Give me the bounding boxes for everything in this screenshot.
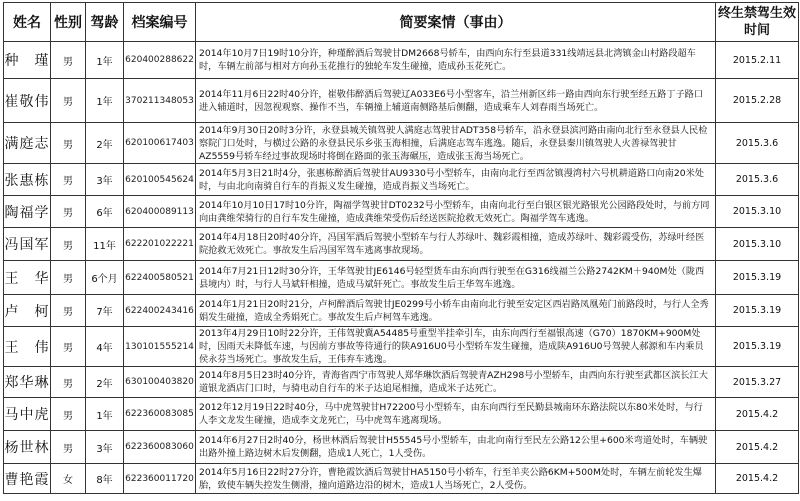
- driver-name: 王 华: [4, 261, 51, 295]
- gender-cell: 男: [51, 228, 86, 261]
- driving-age-cell: 3年: [86, 431, 124, 464]
- file-no-cell: 622400580521: [124, 261, 196, 295]
- gender-cell: 男: [51, 164, 86, 196]
- case-description: 2014年1月21日20时21分，卢柯醉酒后驾驶甘JE0299号小轿车由南向北行驶至安定区西岩路凤凰苑门前路段时，与行人全秀娟发生碰撞，造成全秀娟死亡。事故发生后卢柯驾车逃逸。: [196, 295, 716, 327]
- table-row: [4, 164, 799, 196]
- gender-cell: 男: [51, 327, 86, 367]
- banned-drivers-table: [3, 2, 799, 494]
- case-description: 2014年9月30日20时3分许，永登县城关镇驾驶人满庭志驾驶甘ADT358号轿车，沿永登县滨河路由南向北行至永登县人民检察院门口处时，与横过公路的永登县民乐乡张玉海相撞，后满庭志驾车逃逸。随后，永登县秦川镇驾驶人火善禄驾驶甘AZ5559号轿车经过事故现场时将倒在路面的张玉海碾压，造成张玉海当场死亡。: [196, 123, 716, 164]
- header-name: 姓名: [4, 3, 51, 42]
- table-row: [4, 42, 799, 79]
- driver-name: 满庭志: [4, 123, 51, 164]
- driving-age-cell: 1年: [86, 42, 124, 79]
- driving-age-cell: 4年: [86, 327, 124, 367]
- table-row: [4, 464, 799, 494]
- file-no-cell: 622201022221: [124, 228, 196, 261]
- file-no-cell: 130101555214: [124, 327, 196, 367]
- case-description: 2014年8月5日23时40分许，青海省西宁市驾驶人郑华琳饮酒后驾驶青AZH298号小型轿车，由西向东行驶至武都区滨长江大道银龙酒店门口时，与骑电动自行车的米子达追尾相撞，造成米子达死亡。: [196, 367, 716, 398]
- case-description: 2013年4月29日10时22分许，王伟驾驶冀A54485号重型半挂牵引车，由东向西行至福银高速（G70）1870KM+900M处时，因雨天未降低车速，与因前方事故等待通行的陕A916U0号小型轿车发生碰撞，造成陕A916U0号驾驶人郝源和车内乘员侯永芬当场死亡。事故发生后，王伟弃车逃逸。: [196, 327, 716, 367]
- driver-name: 曹艳霞: [4, 464, 51, 494]
- table-row: [4, 79, 799, 123]
- gender-cell: 男: [51, 79, 86, 123]
- effective-date-cell: 2015.2.28: [716, 79, 799, 123]
- file-no-cell: 370211348053: [124, 79, 196, 123]
- case-description: 2014年10月10日17时10分许，陶福学驾驶甘DT0232号小型轿车，由南向北行至白银区银光路银光公园路段处时，与前方同向由龚维荣骑行的自行车发生碰撞，造成龚维荣受伤后经送医院抢救无效死亡。陶福学驾车逃逸。: [196, 196, 716, 228]
- gender-cell: 男: [51, 398, 86, 431]
- file-no-cell: 620400089113: [124, 196, 196, 228]
- effective-date-cell: 2015.3.10: [716, 196, 799, 228]
- driving-age-cell: 3年: [86, 164, 124, 196]
- driver-name: 郑华琳: [4, 367, 51, 398]
- table-row: [4, 196, 799, 228]
- table-row: [4, 327, 799, 367]
- table-row: [4, 295, 799, 327]
- effective-date-cell: 2015.3.6: [716, 123, 799, 164]
- case-description: 2012年12月19日22时40分，马中虎驾驶甘H72200号小型轿车，由东向西行至民勤县城南环东路法院以东80米处时，与行人李文龙发生碰撞，造成李文龙死亡，马中虎驾车逃离现场。: [196, 398, 716, 431]
- driver-name: 王 伟: [4, 327, 51, 367]
- case-description: 2014年6月27日2时40分，杨世林酒后驾驶甘H55545号小型轿车，由北向南行至民左公路12公里+600米弯道处时，车辆驶出路外撞上路边树木后发侧翻，造成1人死亡，1人受伤。: [196, 431, 716, 464]
- driving-age-cell: 7年: [86, 295, 124, 327]
- driving-age-cell: 11年: [86, 228, 124, 261]
- gender-cell: 男: [51, 367, 86, 398]
- driving-age-cell: 1年: [86, 79, 124, 123]
- case-description: 2014年4月18日20时40分许，冯国军酒后驾驶小型轿车与行人苏绿叶、魏彩霞相撞，造成苏绿叶、魏彩霞受伤，苏绿叶经医院抢救无效死亡。事故发生后冯国军驾车逃离事故现场。: [196, 228, 716, 261]
- effective-date-cell: 2015.3.27: [716, 367, 799, 398]
- file-no-cell: 622360011720: [124, 464, 196, 494]
- file-no-cell: 630100403820: [124, 367, 196, 398]
- header-gender: 性别: [51, 3, 86, 42]
- gender-cell: 男: [51, 431, 86, 464]
- effective-date-cell: 2015.3.19: [716, 295, 799, 327]
- effective-date-cell: 2015.4.2: [716, 398, 799, 431]
- effective-date-cell: 2015.3.6: [716, 164, 799, 196]
- driver-name: 张惠栋: [4, 164, 51, 196]
- gender-cell: 男: [51, 42, 86, 79]
- driver-name: 陶福学: [4, 196, 51, 228]
- file-no-cell: 620100617403: [124, 123, 196, 164]
- effective-date-cell: 2015.4.2: [716, 464, 799, 494]
- header-case: 简要案情（事由）: [196, 3, 716, 42]
- file-no-cell: 620100545624: [124, 164, 196, 196]
- case-description: 2014年10月7日19时10分许，种瑾醉酒后驾驶甘DM2668号轿车，由西向东行至县道331线靖远县北湾镇金山村路段超车时，车辆左前部与相对方向孙玉花推行的独轮车发生碰撞，造成孙玉花死亡。: [196, 42, 716, 79]
- driver-name: 杨世林: [4, 431, 51, 464]
- header-driving-age: 驾龄: [86, 3, 124, 42]
- table-row: [4, 367, 799, 398]
- table-row: [4, 398, 799, 431]
- table-row: [4, 123, 799, 164]
- driver-name: 卢 柯: [4, 295, 51, 327]
- header-row: [4, 3, 799, 42]
- header-effective-date: 终生禁驾生效时间: [716, 3, 799, 42]
- gender-cell: 男: [51, 295, 86, 327]
- driving-age-cell: 2年: [86, 123, 124, 164]
- driver-name: 崔敬伟: [4, 79, 51, 123]
- driving-age-cell: 2年: [86, 367, 124, 398]
- table-row: [4, 431, 799, 464]
- driver-name: 马中虎: [4, 398, 51, 431]
- effective-date-cell: 2015.3.19: [716, 327, 799, 367]
- gender-cell: 女: [51, 464, 86, 494]
- gender-cell: 男: [51, 196, 86, 228]
- table-row: [4, 228, 799, 261]
- driver-name: 种 瑾: [4, 42, 51, 79]
- file-no-cell: 622400243416: [124, 295, 196, 327]
- driver-name: 冯国军: [4, 228, 51, 261]
- case-description: 2014年5月16日22时27分许，曹艳霞饮酒后驾驶甘HA5150号小轿车，行至羊夹公路6KM+500M处时，车辆左前轮发生爆胎，致使车辆失控发生侧滑，撞向道路边沿的树木，造成1人当场死亡，2人受伤。: [196, 464, 716, 494]
- header-file-no: 档案编号: [124, 3, 196, 42]
- case-description: 2014年7月21日12时30分许，王华驾驶甘JE6146号轻型货车由东向西行驶至在G316线福兰公路2742KM＋940M处（陇西县境内）时，与行人马斌轩相撞，造成马斌轩死亡。事故发生后王华驾车逃逸。: [196, 261, 716, 295]
- case-description: 2014年11月6日22时40分许，崔敬伟醉酒后驾驶辽A033E6号小型客车，沿兰州新区纬一路由西向东行驶至经五路丁子路口进入辅道时，因忽视观察、操作不当，车辆撞上辅道南侧路基后侧翻，造成乘车人刘春雨当场死亡。: [196, 79, 716, 123]
- effective-date-cell: 2015.2.11: [716, 42, 799, 79]
- file-no-cell: 622360083060: [124, 431, 196, 464]
- file-no-cell: 622360083085: [124, 398, 196, 431]
- driving-age-cell: 6年: [86, 196, 124, 228]
- file-no-cell: 620400288622: [124, 42, 196, 79]
- effective-date-cell: 2015.3.19: [716, 261, 799, 295]
- table-row: [4, 261, 799, 295]
- driving-age-cell: 6个月: [86, 261, 124, 295]
- gender-cell: 男: [51, 261, 86, 295]
- driving-age-cell: 1年: [86, 398, 124, 431]
- effective-date-cell: 2015.4.2: [716, 431, 799, 464]
- gender-cell: 男: [51, 123, 86, 164]
- effective-date-cell: 2015.3.10: [716, 228, 799, 261]
- driving-age-cell: 8年: [86, 464, 124, 494]
- case-description: 2014年5月3日21时4分，张惠栋醉酒后驾驶甘AU9330号小型轿车，由南向北行至西岔镇漫湾村六号机耕道路口向南20米处时，与由北向南骑自行车的肖振义发生碰撞，造成肖振义当场死亡。: [196, 164, 716, 196]
